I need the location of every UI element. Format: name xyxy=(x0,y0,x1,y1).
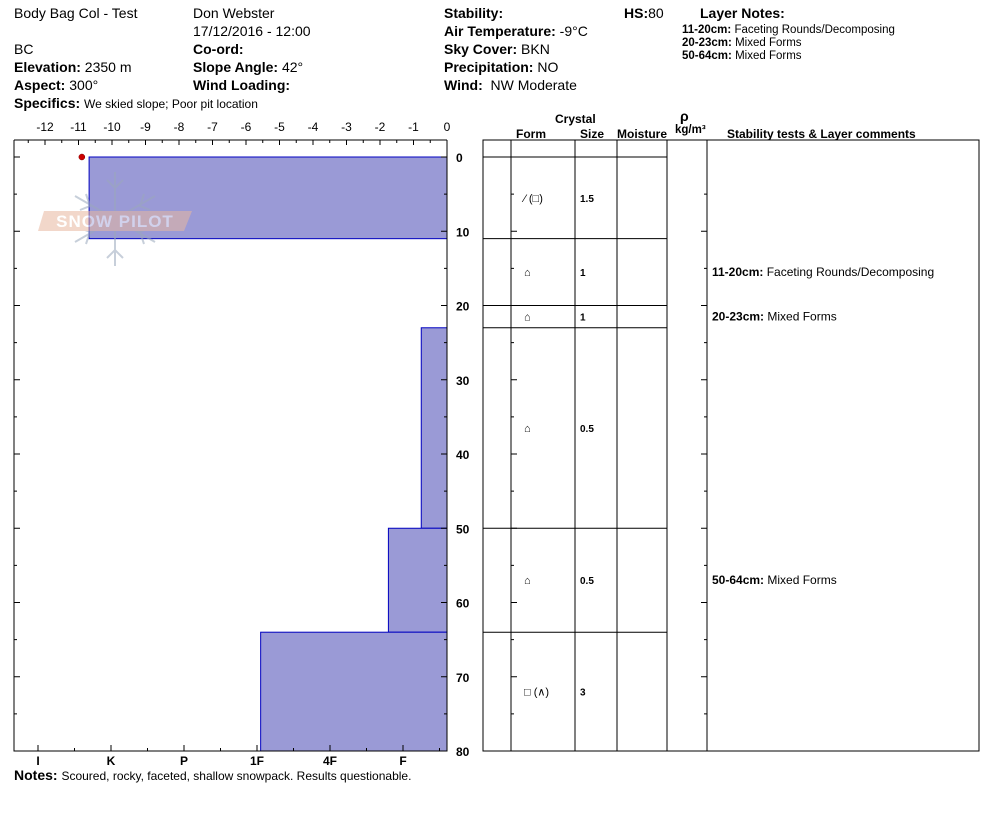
temperature-tick-label: -12 xyxy=(36,120,54,134)
hardness-tick-label: P xyxy=(179,754,189,768)
temperature-tick-label: -5 xyxy=(274,120,285,134)
hardness-layers xyxy=(89,157,447,751)
temperature-tick-label: -10 xyxy=(103,120,121,134)
notes-label: Notes: xyxy=(14,767,58,783)
temperature-tick-label: -11 xyxy=(70,120,87,134)
hardness-layer xyxy=(261,632,447,751)
region: BC xyxy=(14,41,34,57)
moisture-header: Moisture xyxy=(617,127,668,141)
crystal-size: 0.5 xyxy=(580,424,594,436)
notes-text: Scoured, rocky, faceted, shallow snowpack. Results questionable. xyxy=(61,769,412,783)
elevation-value: 2350 m xyxy=(84,59,132,75)
sky-value: BKN xyxy=(521,41,550,57)
layer-note-range: 20-23cm: xyxy=(682,37,732,49)
depth-tick-label: 0 xyxy=(456,151,463,165)
hs-value: 80 xyxy=(648,5,664,21)
crystal-form: ⌂ xyxy=(524,267,531,280)
depth-tick-label: 70 xyxy=(456,670,470,685)
temperature-tick-label: -6 xyxy=(240,120,252,134)
specifics-label: Specifics: xyxy=(14,95,81,111)
temperature-tick-label: -7 xyxy=(207,120,218,134)
density-unit: kg/m³ xyxy=(675,124,706,136)
slope-label: Slope Angle: xyxy=(193,59,279,75)
layer-comment: 20-23cm: Mixed Forms xyxy=(712,309,837,324)
form-header: Form xyxy=(516,127,546,141)
hs-label: HS: xyxy=(624,5,649,21)
crystal-table xyxy=(483,140,979,751)
depth-tick-label: 80 xyxy=(456,745,470,759)
hardness-tick-label: 4F xyxy=(322,754,338,768)
air-temp-value: -9°C xyxy=(559,23,588,39)
layer-note-text: Mixed Forms xyxy=(735,50,802,62)
aspect-label: Aspect: xyxy=(14,77,66,93)
comments-header: Stability tests & Layer comments xyxy=(727,127,916,141)
aspect-value: 300° xyxy=(69,77,99,93)
slope-value: 42° xyxy=(281,59,304,75)
layer-note-text: Mixed Forms xyxy=(735,37,802,49)
layer-note-range: 11-20cm: xyxy=(682,24,732,36)
hardness-tick-label: K xyxy=(106,754,116,768)
wind-value: NW Moderate xyxy=(490,77,577,93)
hardness-tick-label: F xyxy=(399,754,407,768)
depth-tick-label: 50 xyxy=(456,522,470,537)
wind-loading-label: Wind Loading: xyxy=(193,77,291,93)
temperature-tick-label: -1 xyxy=(408,120,419,134)
temperature-point xyxy=(79,154,85,160)
crystal-size: 1 xyxy=(580,268,586,280)
layer-note-text: Faceting Rounds/Decomposing xyxy=(734,24,895,36)
crystal-header: Crystal xyxy=(555,112,596,126)
temperature-tick-label: -9 xyxy=(140,120,151,134)
depth-tick-label: 30 xyxy=(456,373,470,388)
crystal-size: 1.5 xyxy=(580,193,594,205)
precip-value: NO xyxy=(537,59,559,75)
temperature-tick-label: -8 xyxy=(173,120,185,134)
depth-tick-label: 10 xyxy=(456,225,470,240)
wind-label: Wind: xyxy=(444,77,483,93)
layer-notes-title: Layer Notes: xyxy=(700,5,785,21)
observation-datetime: 17/12/2016 - 12:00 xyxy=(193,23,311,39)
hardness-tick-label: 1F xyxy=(249,754,265,768)
layer-note-range: 50-64cm: xyxy=(682,50,732,62)
coord-label: Co-ord: xyxy=(193,41,244,57)
depth-tick-label: 20 xyxy=(456,299,470,314)
crystal-form: ⌂ xyxy=(524,575,531,588)
specifics-value: We skied slope; Poor pit location xyxy=(84,97,258,111)
crystal-size: 3 xyxy=(580,687,586,699)
precip-label: Precipitation: xyxy=(444,59,534,75)
temperature-tick-label: 0 xyxy=(443,120,451,134)
temperature-tick-label: -2 xyxy=(374,120,386,134)
hardness-layer xyxy=(388,528,447,632)
air-temp-label: Air Temperature: xyxy=(444,23,556,39)
notes xyxy=(14,767,411,784)
temperature-tick-label: -3 xyxy=(341,120,352,134)
crystal-form: □ (∧) xyxy=(524,686,550,699)
table-frame xyxy=(483,140,979,751)
temperature-tick-label: -4 xyxy=(307,120,319,134)
depth-tick-label: 60 xyxy=(456,596,470,611)
crystal-size: 1 xyxy=(580,312,586,324)
crystal-form: ⌂ xyxy=(524,423,531,436)
temperature-profile xyxy=(79,154,85,160)
size-header: Size xyxy=(580,127,605,141)
stability-label: Stability: xyxy=(444,5,504,21)
observer-name: Don Webster xyxy=(193,5,275,21)
crystal-form: ⌂ xyxy=(524,311,531,324)
logo-text: SNOW PILOT xyxy=(56,212,174,231)
sky-label: Sky Cover: xyxy=(444,41,518,57)
hardness-layer xyxy=(421,328,447,528)
crystal-size: 0.5 xyxy=(580,576,594,588)
crystal-form: ⁄ (□) xyxy=(524,192,543,205)
density-symbol: ρ xyxy=(680,108,689,124)
elevation-label: Elevation: xyxy=(14,59,81,75)
layer-comment: 50-64cm: Mixed Forms xyxy=(712,573,837,588)
location-name: Body Bag Col - Test xyxy=(14,5,138,21)
layer-comment: 11-20cm: Faceting Rounds/Decomposing xyxy=(712,265,935,280)
depth-tick-label: 40 xyxy=(456,448,470,462)
hardness-tick-label: I xyxy=(36,754,40,768)
